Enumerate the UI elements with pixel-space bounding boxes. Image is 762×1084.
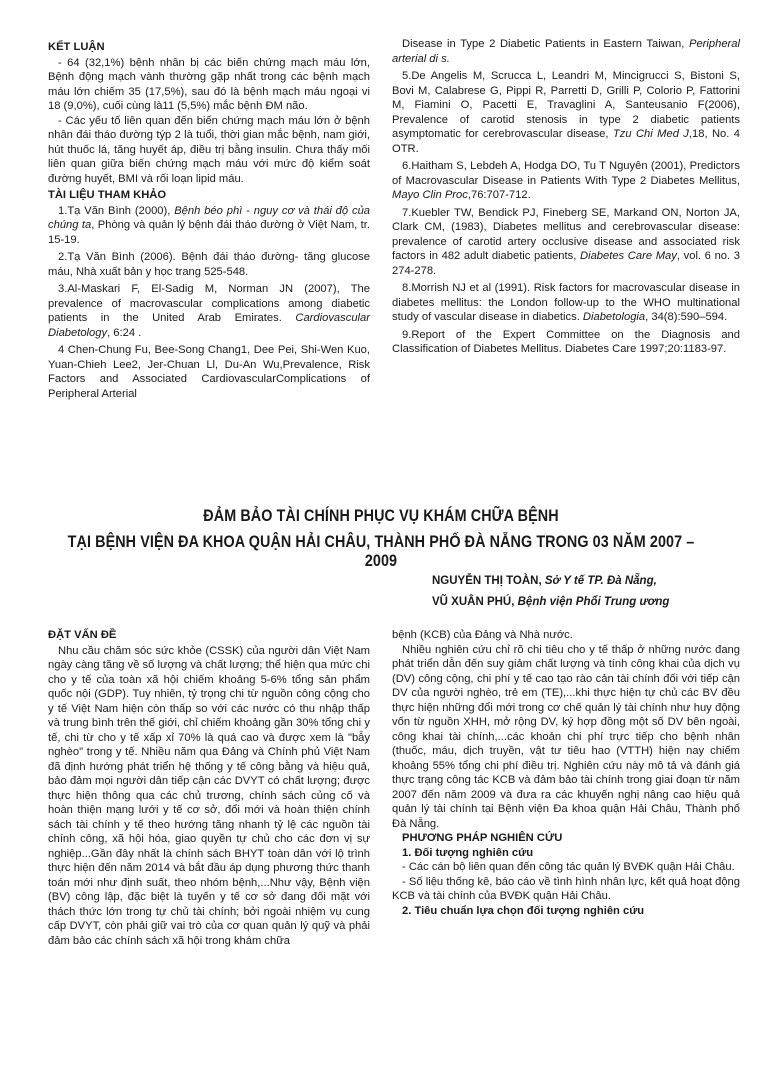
reference-item: 4 Chen-Chung Fu, Bee-Song Chang1, Dee Pei, Shi-Wen Kuo, Yuan-Chieh Lee2, Jer-Chuan Ll, Du-An Wu,Prevalence, Risk Factors and Associated CardiovascularComplications of Peripheral Arterial <box>48 344 370 400</box>
author-2: VŨ XUÂN PHÚ, Bệnh viện Phổi Trung ương <box>432 596 670 608</box>
introduction-column <box>48 628 370 948</box>
methods-heading: PHƯƠNG PHÁP NGHIÊN CỨU <box>402 832 563 844</box>
conclusion-paragraph-2: - Các yếu tố liên quan đến biến chứng mạch máu lớn ở bệnh nhân đái tháo đường týp 2 là tuổi, thời gian mắc bệnh, nam giới, hút thuốc lá, tăng huyết áp, điều trị bằng insulin. Chưa thấy mối liên quan giữa biến chứng mạch máu với mức độ kiểm soát đường huyết, BMI và rối loạn lipid máu. <box>48 114 370 185</box>
introduction-paragraph: Nhu cầu chăm sóc sức khỏe (CSSK) của người dân Việt Nam ngày càng tăng về số lượng và chất lượng; thể hiện qua mức chi cho y tế của toàn xã hội chiếm khoảng 5-6% tổng sản phẩm quốc nội (GDP). Tuy nhiên, tỷ trọng chi từ nguồn công cộng cho y tế Việt Nam hiện còn thấp so với các nước có thu nhập thấp và trung bình trên thế giới, chỉ chiếm khoảng gần 30% tổng chi y tế, chi từ cho y tế xấp xỉ 70% là quá cao và được xem là "bẫy nghèo" trong y tế. Nhiều năm qua Đảng và Chính phủ Việt Nam đã định hướng phát triển hệ thống y tế công bằng và hiệu quả, bảo đảm mọi người dân tiếp cận các DVYT có chất lượng; được thực hiện thông qua các chủ trương, chính sách củng cố và hoàn thiện mạng lưới y tế cơ sở, đổi mới và hoàn thiện chính sách tài chính y tế theo hướng tăng nhanh tỷ lệ các nguồn tài chính công, xã hội hóa, giao quyền tự chủ cho các đơn vị sự nghiệp...Gần đây nhất là chính sách BHYT toàn dân với lộ trình thực hiện đến năm 2014 và bắt đầu áp dụng phương thức thanh toán mới như định suất, theo nhóm bệnh,...Như vậy, Bệnh viện (BV) công lập, đặc biệt là tuyến y tế cơ sở đang đối mặt với thách thức lớn trong tự chủ tài chính; bởi ngoài nhiệm vụ cung cấp DVYT, còn phải giữ vai trò của cơ quan quản lý quỹ và phải đảm bảo các chính sách xã hội trong khám chữa <box>48 644 370 947</box>
author-1: NGUYỄN THỊ TOÀN, Sở Y tế TP. Đà Nẵng, <box>432 575 657 587</box>
conclusion-paragraph-1: - 64 (32,1%) bệnh nhân bị các biến chứng mạch máu lớn, Bệnh động mạch vành thường gặp nhất trong các bệnh mạch máu lớn chiếm 35 (17,5%), sau đó là bệnh mạch máu ngoại vi 18 (9,0%), cuối cùng là11 (5,5%) mắc bệnh ĐM não. <box>48 56 370 112</box>
introduction-paragraph-2: Nhiều nghiên cứu chỉ rõ chi tiêu cho y tế thấp ở những nước đang phát triển dẫn đến suy giảm chất lượng và tính công khai của dịch vụ (DV) công cộng, chi phí y tế cao tạo rào cản tài chính đối với tiếp cận DV của người nghèo, trẻ em (TE),...khi thực hiện tự chủ các BV đều thực hiện những đổi mới trong cơ chế quản lý tài chính như huy động vốn từ nguồn XHH, mở rộng DV, ký hợp đồng một số DV bên ngoài, công khai tài chính,...các khoản chi phí trực tiếp cho bệnh nhân (thuốc, máu, dịch truyền, vật tư tiêu hao (VTTH) hiện nay chiếm khoảng 55% tổng chi phí điều trị. Nghiên cứu này mô tả và đánh giá thực trạng công tác KCB và đảm bảo tài chính trong giai đoạn từ năm 2007 đến năm 2009 và đưa ra các khuyến nghị nâng cao hiệu quả quản lý tài chính tại Bệnh viện Đa khoa quận Hải Châu, Thành phố Đà Nẵng. <box>392 643 740 830</box>
conclusion-column <box>48 40 370 404</box>
reference-item: 7.Kuebler TW, Bendick PJ, Fineberg SE, Markand ON, Norton JA, Clark CM, (1983), Diabetes mellitus and cerebrovascular disease: prevalence of carotid artery occlusive disease and associated risk factors in 482 adult diabetic patients, Diabetes Care May, vol. 6 no. 3 274-278. <box>392 206 740 277</box>
reference-item: 6.Haitham S, Lebdeh A, Hodga DO, Tu T Nguyên (2001), Predictors of Macrovascular Disease in Patients With Type 2 Diabetes Mellitus, Mayo Clin Proc,76:707-712. <box>392 160 740 201</box>
methods-item-2: - Số liệu thống kê, báo cáo về tình hình nhân lực, kết quả hoạt động KCB và tài chính của BVĐK quận Hải Châu. <box>392 875 740 902</box>
reference-item: 1.Tạ Văn Bình (2000), Bệnh béo phì - nguy cơ và thái độ của chúng ta, Phòng và quản lý bệnh đái tháo đường ở Việt Nam, tr. 15-19. <box>48 204 371 246</box>
reference-item: 5.De Angelis M, Scrucca L, Leandri M, Mincigrucci S, Bistoni S, Bovi M, Calabrese G, Pippi R, Parretti D, Grilli P, Colorio P, Fattorini M, Fiamini O, Pacetti E, Travaglini A, Santeusanio F(2006), Prevalence of carotid stenosis in type 2 diabetic patients asymptomatic for cerebrovascular disease, Tzu Chi Med J,18, No. 4 OTR. <box>392 70 740 155</box>
introduction-continued-column <box>392 628 740 918</box>
methods-subheading-2: 2. Tiêu chuẩn lựa chọn đối tượng nghiên cứu <box>402 904 645 917</box>
reference-item: 2.Tạ Văn Bình (2006). Bệnh đái tháo đường- tăng glucose máu, Nhà xuất bản y học trang 525-548. <box>48 251 370 278</box>
reference-item: 8.Morrish NJ et al (1991). Risk factors for macrovascular disease in diabetes mellitus: the London follow-up to the WHO multinational study of vascular disease in diabetics. Diabetologia, 34(8):590–594. <box>392 282 740 323</box>
reference-item: 3.Al-Maskari F, El-Sadig M, Norman JN (2007), The prevalence of macrovascular complications among diabetic patients in the United Arab Emirates. Cardiovascular Diabetology, 6:24 . <box>48 283 370 339</box>
reference-item: 9.Report of the Expert Committee on the Diagnosis and Classification of Diabetes Mellitus. Diabetes Care 1997;20:1183-97. <box>392 328 740 355</box>
conclusion-heading: KẾT LUẬN <box>48 41 105 53</box>
references-heading: TÀI LIỆU THAM KHẢO <box>48 189 167 201</box>
introduction-continuation: bệnh (KCB) của Đảng và Nhà nước. <box>392 629 573 641</box>
article-title-line-1: ĐẢM BẢO TÀI CHÍNH PHỤC VỤ KHÁM CHỮA BỆNH <box>203 507 559 525</box>
methods-item-1: - Các cán bộ liên quan đến công tác quản lý BVĐK quận Hải Châu. <box>402 861 735 873</box>
reference-item: Disease in Type 2 Diabetic Patients in Eastern Taiwan, Peripheral arterial di s. <box>392 38 740 65</box>
methods-subheading-1: 1. Đối tượng nghiên cứu <box>402 846 534 859</box>
article-title-line-2: TẠI BỆNH VIỆN ĐA KHOA QUẬN HẢI CHÂU, THÀNH PHỐ ĐÀ NẴNG TRONG 03 NĂM 2007 – 2009 <box>67 533 695 570</box>
references-column-right <box>392 37 740 360</box>
reference-list-left <box>48 204 370 402</box>
introduction-heading: ĐẶT VẤN ĐỀ <box>48 629 117 641</box>
